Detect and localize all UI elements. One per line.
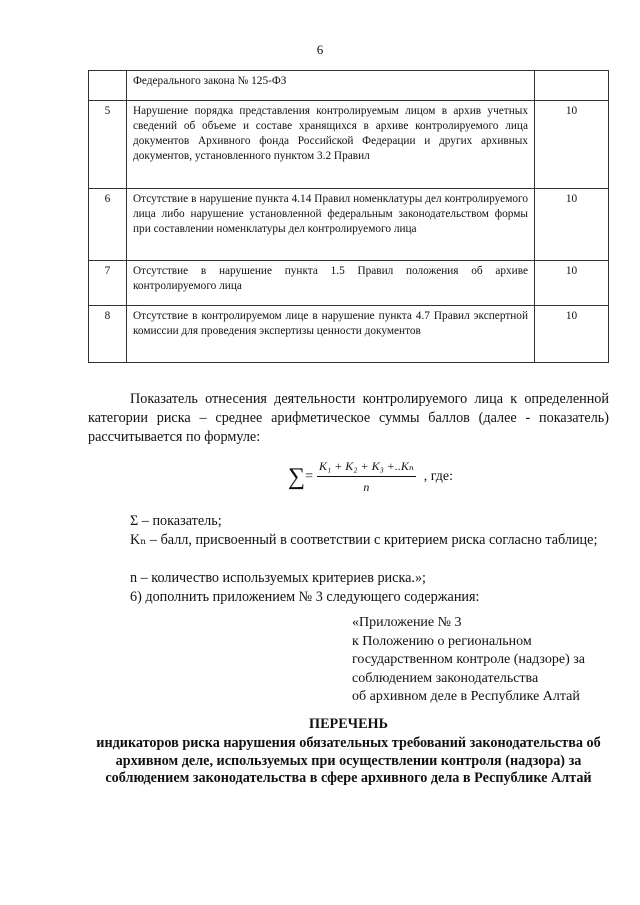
- table-row: [89, 261, 609, 306]
- page-number: 6: [316, 42, 324, 57]
- row-number: 6: [89, 189, 127, 261]
- formula-denominator: n: [363, 480, 370, 494]
- appendix-line: «Приложение № 3: [352, 615, 462, 630]
- row-criterion: Отсутствие в нарушение пункта 4.14 Правил номенклатуры дел контролируемого лица либо нарушение установленной федеральным законодательством формы при составлении номенклатуры дел контролируемого лица: [127, 189, 535, 261]
- definition-sigma: Σ – показатель;: [130, 513, 222, 529]
- table-row: [89, 189, 609, 261]
- formula-equals: =: [305, 469, 314, 484]
- row-criterion: Отсутствие в нарушение пункта 1.5 Правил положения об архиве контролируемого лица: [127, 261, 535, 306]
- row-number: 7: [89, 261, 127, 306]
- list-heading: ПЕРЕЧЕНЬ: [309, 716, 388, 732]
- table-row: [89, 101, 609, 189]
- definition-n: n – количество используемых критериев риска.»;: [130, 570, 427, 586]
- list-subtitle: индикаторов риска нарушения обязательных требований законодательства об архивном деле, используемых при осуществлении контроля (надзора) за соблюдением законодательства в сфере архивного дела в Республике Алтай: [96, 735, 601, 786]
- table-row: [89, 306, 609, 363]
- formula-fraction: [317, 459, 416, 495]
- definition-k: Kₙ – балл, присвоенный в соответствии с критерием риска согласно таблице;: [130, 532, 598, 548]
- row-criterion: Нарушение порядка представления контролируемым лицом в архив учетных сведений об объеме и составе хранящихся в архиве контролируемого лица документов Архивного фонда Российской Федерации и других архивных документов, установленного пунктом 3.2 Правил: [127, 101, 535, 189]
- formula-sigma: ∑: [288, 464, 306, 490]
- item-6-text: 6) дополнить приложением № 3 следующего содержания:: [130, 589, 480, 605]
- row-criterion: Отсутствие в контролируемом лице в нарушение пункта 4.7 Правил экспертной комиссии для проведения экспертизы ценности документов: [127, 306, 535, 363]
- row-criterion: Федерального закона № 125-ФЗ: [127, 71, 535, 101]
- table-row: [89, 71, 609, 101]
- row-number: [89, 71, 127, 101]
- row-number: 5: [89, 101, 127, 189]
- appendix-line: соблюдением законодательства: [352, 670, 539, 686]
- appendix-line: к Положению о региональном: [352, 633, 532, 649]
- formula-suffix: , где:: [423, 469, 453, 484]
- row-score: [535, 71, 609, 101]
- appendix-header: [352, 614, 585, 707]
- appendix-line: государственном контроле (надзоре) за: [352, 652, 585, 667]
- appendix-line: об архивном деле в Республике Алтай: [352, 689, 580, 704]
- criteria-table: [88, 70, 609, 363]
- row-score: 10: [535, 101, 609, 189]
- row-number: 8: [89, 306, 127, 363]
- row-score: 10: [535, 261, 609, 306]
- formula-numerator: K₁ + K₂ + K₃ +..Kₙ: [317, 459, 416, 477]
- row-score: 10: [535, 189, 609, 261]
- indicator-paragraph: Показатель отнесения деятельности контролируемого лица к определенной категории риска – среднее арифметическое суммы баллов (далее - показатель) рассчитывается по формуле:: [88, 391, 609, 445]
- risk-formula: [288, 457, 453, 497]
- row-score: 10: [535, 306, 609, 363]
